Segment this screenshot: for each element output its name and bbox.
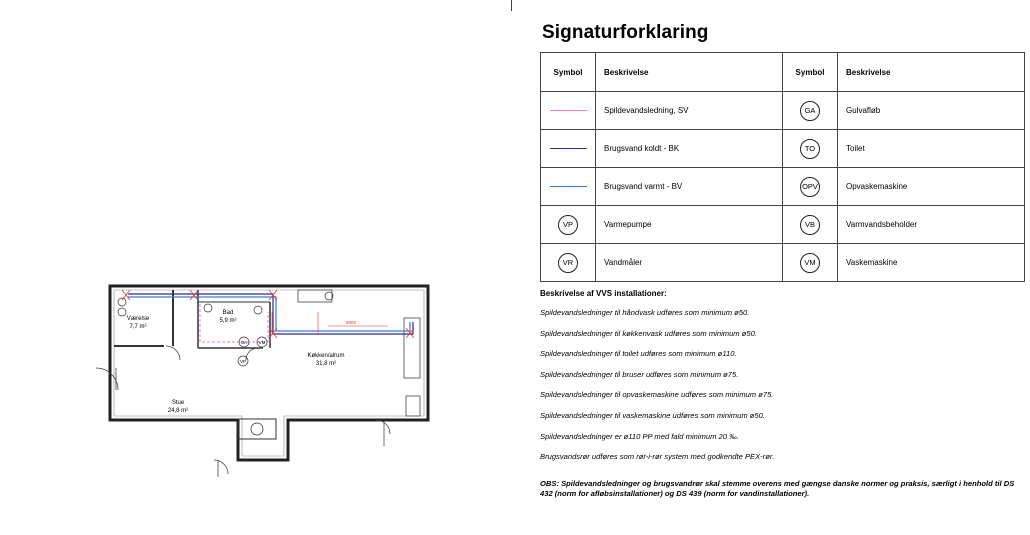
legend-header-symbol: Symbol [783,53,838,92]
installation-line: Spildevandsledninger er ø110 PP med fald minimum 20 ‰. [540,431,739,441]
installation-line: Spildevandsledninger til opvaskemaskine udføres som minimum ø75. [540,390,774,400]
line-symbol-bv [550,186,587,187]
room-area-stue: 24,8 m² [167,408,189,414]
legend-row [541,206,1025,244]
room-area-kokken: 31,8 m² [315,361,337,367]
room-area-vaerelse: 7,7 m² [129,324,147,330]
door-swing-vaerelse [166,346,180,360]
legend-header-symbol: Symbol [541,53,596,92]
symbol-vm: VM [800,253,820,273]
symbol-vr: VR [558,253,578,273]
obs-note: OBS: Spildevandsledninger og brugsvandrør skal stemme overens med gængse danske normer og praksis, særligt i henhold til DS 432 (norm for afløbsinstallationer) og DS 439 (norm for vandinstallationer). [540,479,1015,498]
installation-line: Spildevandsledninger til bruser udføres som minimum ø75. [540,369,739,379]
floor-plan-drawing [88,282,433,482]
legend-label: Brugsvand koldt - BK [596,130,783,168]
installations-heading: Beskrivelse af VVS installationer: [540,289,667,298]
door-swing-bad [246,348,258,360]
installation-line: Spildevandsledninger til køkkenvask udføres som minimum ø50. [540,328,757,338]
door-swing-west [96,368,118,390]
legend-header-row [541,53,1025,92]
room-name-stue: Stue [171,400,185,406]
line-symbol-bk [550,148,587,149]
fixture-circle [254,306,262,314]
legend-label: Vaskemaskine [838,244,1025,282]
legend-label: Opvaskemaskine [838,168,1025,206]
plan-symbol-vm [257,337,267,347]
door-swing-east [376,420,390,434]
heat-pump-box [238,419,276,439]
line-symbol-sv [550,110,587,111]
dimension-label: 9000 [345,320,357,325]
symbol-vp: VP [558,215,578,235]
symbol-vb: VB [800,215,820,235]
legend-header-description: Beskrivelse [596,53,783,92]
installation-line: Spildevandsledninger til vaskemaskine udføres som minimum ø50. [540,410,765,420]
kitchen-appliances [404,318,420,378]
legend-row [541,92,1025,130]
kitchen-counter [298,290,332,302]
plan-symbol-vp [238,356,248,366]
plan-symbol-ga-label: GA [240,340,248,345]
kitchen-unit [406,396,420,416]
installation-line: Spildevandsledninger til toilet udføres som minimum ø110. [540,349,737,359]
plan-symbol-vm-label: VM [258,340,266,345]
symbol-to: TO [800,139,820,159]
legend-label: Brugsvand varmt - BV [596,168,783,206]
legend-row [541,130,1025,168]
room-name-bad: Bad [222,310,234,316]
room-area-bad: 5,9 m² [219,318,237,324]
legend-header-description: Beskrivelse [838,53,1025,92]
installations-notes [540,289,1025,473]
installation-line: Spildevandsledninger til håndvask udføres som minimum ø50. [540,308,750,317]
outer-wall [110,286,428,460]
legend-label: Varmvandsbeholder [838,206,1025,244]
legend-label: Spildevandsledning, SV [596,92,783,130]
legend-label: Gulvafløb [838,92,1025,130]
legend-title: Signaturforklaring [542,22,709,43]
installation-line: Brugsvandsrør udføres som rør-i-rør system med godkendte PEX-rør. [540,452,775,462]
fixture-circle [204,304,212,312]
room-name-vaerelse: Værelse [126,316,150,322]
legend-label: Varmepumpe [596,206,783,244]
legend-table [540,52,1025,282]
fixture-circle [118,298,126,306]
symbol-opv: OPV [800,177,820,197]
wall-inner-line [114,290,424,456]
fixture-circle [118,308,126,316]
room-name-kokken: Køkken/alrum [307,353,345,359]
page-divider [511,0,512,11]
door-swing-south [214,460,228,474]
plan-symbol-vp-label: VP [239,359,247,364]
legend-row [541,168,1025,206]
floor-plan [88,282,433,482]
legend-row [541,244,1025,282]
legend-label: Vandmåler [596,244,783,282]
heat-pump-unit [251,423,263,435]
symbol-ga: GA [800,101,820,121]
legend-label: Toilet [838,130,1025,168]
